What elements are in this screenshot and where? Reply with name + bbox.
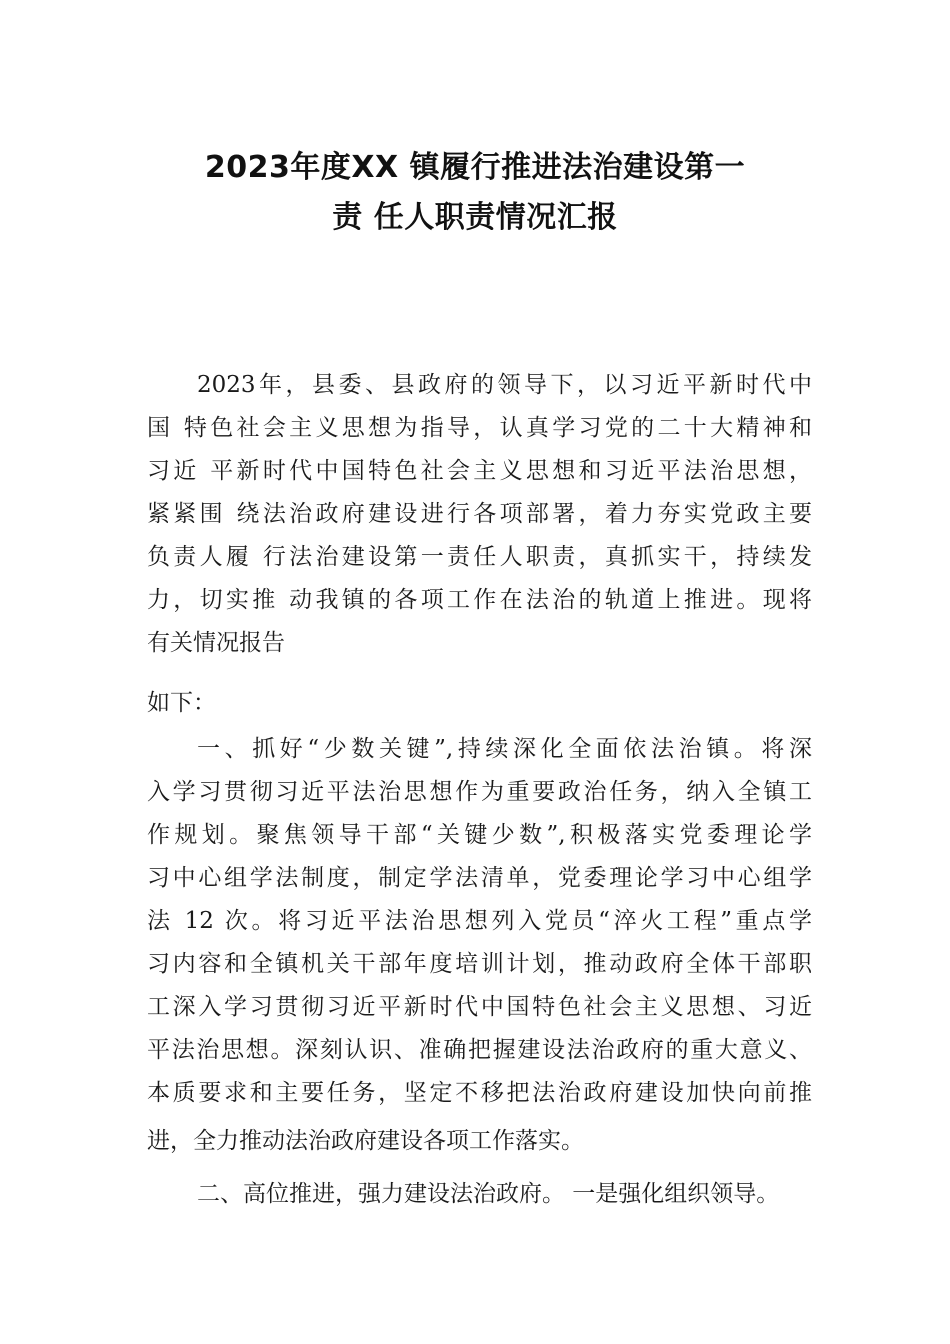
body-line: 工深入学习贯彻习近平新时代中国特色社会主义思想、习近 — [147, 994, 812, 1020]
body-line: 力，切实推 动我镇的各项工作在法治的轨道上推进。现将 — [147, 587, 812, 613]
body-line: 法 12 次。将习近平法治思想列入党员“淬火工程”重点学 — [147, 908, 812, 934]
body-line: 有关情况报告 — [147, 630, 285, 656]
body-line: 紧紧围 绕法治政府建设进行各项部署，着力夯实党政主要 — [147, 501, 812, 527]
body-line: 入学习贯彻习近平法治思想作为重要政治任务，纳入全镇工 — [147, 779, 812, 805]
body-line: 一、抓好“少数关键”,持续深化全面依法治镇。将深 — [197, 736, 812, 762]
body-line: 2023年，县委、县政府的领导下，以习近平新时代中 — [197, 372, 812, 398]
body-line: 如下： — [147, 690, 216, 716]
body-line: 本质要求和主要任务，坚定不移把法治政府建设加快向前推 — [147, 1080, 812, 1106]
body-line: 国 特色社会主义思想为指导，认真学习党的二十大精神和 — [147, 415, 812, 441]
document-title-line-2: 责 任人职责情况汇报 — [332, 200, 618, 235]
body-line: 进，全力推动法治政府建设各项工作落实。 — [147, 1128, 584, 1154]
body-line: 习近 平新时代中国特色社会主义思想和习近平法治思想， — [147, 458, 812, 484]
body-line: 习内容和全镇机关干部年度培训计划，推动政府全体干部职 — [147, 951, 812, 977]
body-line: 二、高位推进，强力建设法治政府。 一是强化组织领导。 — [197, 1181, 780, 1207]
document-title-line-1: 2023年度XX 镇履行推进法治建设第一 — [204, 150, 746, 185]
body-line: 作规划。聚焦领导干部“关键少数”,积极落实党委理论学 — [147, 822, 812, 848]
body-line: 习中心组学法制度，制定学法清单，党委理论学习中心组学 — [147, 865, 812, 891]
body-line: 平法治思想。深刻认识、准确把握建设法治政府的重大意义、 — [147, 1037, 812, 1063]
body-line: 负责人履 行法治建设第一责任人职责，真抓实干，持续发 — [147, 544, 812, 570]
